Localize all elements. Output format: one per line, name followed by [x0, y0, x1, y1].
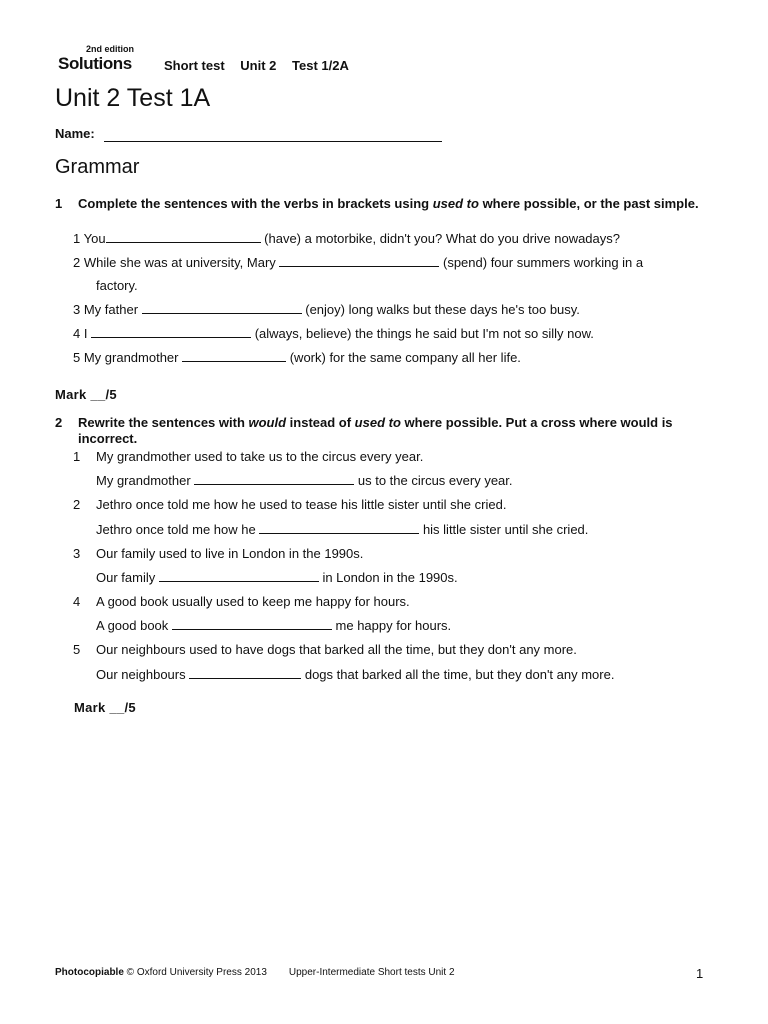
footer-photocopiable: Photocopiable: [55, 967, 124, 978]
name-label: Name:: [55, 126, 95, 141]
q1-item-2-pre: 2 While she was at university, Mary: [73, 255, 280, 270]
page-title: Unit 2 Test 1A: [55, 84, 211, 112]
q2-item-3-rewrite: [96, 570, 458, 585]
q2-item-5-rewrite: [96, 667, 614, 682]
q1-instruction-b: where possible, or the past simple.: [478, 196, 699, 211]
q1-item-5-pre: 5 My grandmother: [73, 350, 183, 365]
q1-item-5: [73, 350, 521, 365]
q2-item-4-rewrite: [96, 618, 451, 633]
page-number: 1: [696, 966, 704, 981]
q2-item-2-number: 2: [73, 497, 81, 512]
q1-item-2-post: (spend) four summers working in a: [439, 255, 644, 270]
header-unit: Unit 2: [240, 58, 277, 73]
q1-item-4-blank[interactable]: [91, 326, 251, 338]
q2-item-1-post: us to the circus every year.: [354, 473, 513, 488]
q2-item-4-post: me happy for hours.: [331, 618, 452, 633]
q2-item-2-post: his little sister until she cried.: [419, 522, 589, 537]
q2-item-2-rewrite: [96, 522, 588, 537]
footer-copyright: © Oxford University Press 2013: [123, 967, 267, 978]
q2-item-5-post: dogs that barked all the time, but they don't any more.: [301, 667, 615, 682]
q2-item-4-blank[interactable]: [172, 618, 332, 630]
q2-item-5-original: Our neighbours used to have dogs that barked all the time, but they don't any more.: [96, 642, 577, 657]
q2-item-1-rewrite: [96, 473, 513, 488]
q2-item-2-blank[interactable]: [259, 522, 419, 534]
footer-course: Upper-Intermediate Short tests Unit 2: [288, 967, 455, 978]
q1-item-1-post: (have) a motorbike, didn't you? What do you drive nowadays?: [260, 231, 621, 246]
q1-number: 1: [55, 196, 63, 211]
q1-item-4-post: (always, believe) the things he said but I'm not so silly now.: [251, 326, 594, 341]
q2-item-4-pre: A good book: [96, 618, 172, 633]
q1-item-1-blank[interactable]: [106, 231, 261, 243]
header-test: Test 1/2A: [292, 58, 349, 73]
q2-item-3-original: Our family used to live in London in the 1990s.: [96, 546, 364, 561]
header-level: Short test: [164, 58, 225, 73]
q1-item-4: [73, 326, 594, 341]
q2-item-3-number: 3: [73, 546, 81, 561]
q1-item-3-post: (enjoy) long walks but these days he's too busy.: [301, 302, 580, 317]
q2-item-2-pre: Jethro once told me how he: [96, 522, 260, 537]
q2-item-4-number: 4: [73, 594, 81, 609]
q2-item-3-post: in London in the 1990s.: [318, 570, 458, 585]
q1-instruction: [78, 196, 718, 212]
q2-item-3-blank[interactable]: [159, 570, 319, 582]
q2-item-3-pre: Our family: [96, 570, 159, 585]
q2-item-1-original: My grandmother used to take us to the circus every year.: [96, 449, 424, 464]
q1-item-4-pre: 4 I: [73, 326, 92, 341]
q1-item-5-blank[interactable]: [182, 350, 286, 362]
q2-item-1-number: 1: [73, 449, 81, 464]
q1-item-3-blank[interactable]: [142, 302, 302, 314]
q1-instruction-a: Complete the sentences with the verbs in brackets using: [78, 196, 433, 211]
footer: [55, 967, 455, 978]
q2-item-5-number: 5: [73, 642, 81, 657]
logo-word: Solutions: [58, 54, 132, 73]
q1-item-2-cont: factory.: [96, 278, 138, 293]
q1-item-1: [73, 231, 620, 246]
q2-item-1-pre: My grandmother: [96, 473, 195, 488]
section-heading: Grammar: [55, 156, 140, 178]
q2-item-5-blank[interactable]: [189, 667, 301, 679]
q1-item-3: [73, 302, 580, 317]
q2-item-2-original: Jethro once told me how he used to tease his little sister until she cried.: [96, 497, 507, 512]
q2-mark: Mark __/5: [74, 700, 136, 715]
q1-instruction-em: used to: [432, 196, 479, 211]
logo-edition: 2nd edition: [86, 44, 134, 54]
q2-instruction-a: Rewrite the sentences with: [78, 415, 249, 430]
q2-instruction-b: instead of: [286, 415, 355, 430]
q1-item-3-pre: 3 My father: [73, 302, 142, 317]
q2-item-1-blank[interactable]: [194, 473, 354, 485]
q2-instruction-em2: used to: [354, 415, 401, 430]
q2-item-4-original: A good book usually used to keep me happy for hours.: [96, 594, 410, 609]
q2-instruction-c: where possible. Put a cross where would is incorrect.: [78, 415, 673, 446]
q2-instruction-em1: would: [248, 415, 287, 430]
q2-instruction: [78, 415, 718, 447]
q1-item-1-pre: 1 You: [73, 231, 106, 246]
name-field-line[interactable]: [104, 141, 442, 142]
q1-item-5-post: (work) for the same company all her life.: [286, 350, 521, 365]
q1-item-2: [73, 255, 643, 270]
q1-mark: Mark __/5: [55, 387, 117, 402]
q1-item-2-blank[interactable]: [279, 255, 439, 267]
q2-number: 2: [55, 415, 63, 430]
header-info: [164, 58, 361, 73]
q2-item-5-pre: Our neighbours: [96, 667, 190, 682]
